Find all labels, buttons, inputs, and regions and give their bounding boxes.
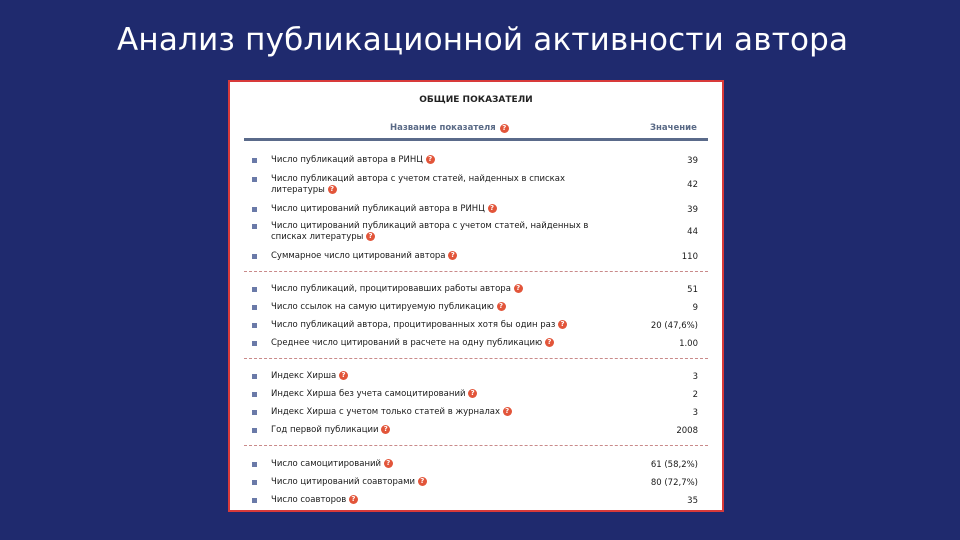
column-header-name: [390, 123, 509, 133]
indicator-label: Число цитирований соавторами: [271, 477, 416, 487]
help-icon[interactable]: ?: [349, 495, 358, 504]
indicator-label: Индекс Хирша без учета самоцитирований: [271, 389, 466, 399]
indicator-value: 9: [692, 302, 698, 313]
bullet-icon: [252, 254, 257, 259]
indicator-value: 80 (72,7%): [650, 477, 698, 488]
indicator-value: 20 (47,6%): [650, 320, 698, 331]
header-divider: [244, 138, 708, 141]
help-icon[interactable]: ?: [384, 459, 393, 468]
help-icon[interactable]: ?: [500, 124, 509, 133]
bullet-icon: [252, 392, 257, 397]
indicator-value: 61 (58,2%): [650, 459, 698, 470]
indicator-value: 35: [687, 495, 698, 506]
indicator-value: 44: [687, 227, 698, 237]
indicator-label: Число цитирований публикаций автора в РИНЦ: [271, 204, 485, 214]
group-divider: [244, 445, 708, 446]
section-title: ОБЩИЕ ПОКАЗАТЕЛИ: [419, 95, 533, 105]
help-icon[interactable]: ?: [468, 389, 477, 398]
bullet-icon: [252, 462, 257, 467]
help-icon[interactable]: ?: [558, 320, 567, 329]
help-icon[interactable]: ?: [426, 155, 435, 164]
indicator-value: 51: [687, 284, 698, 295]
bullet-icon: [252, 410, 257, 415]
indicator-value: 3: [692, 371, 698, 382]
indicator-label: Число ссылок на самую цитируемую публикацию: [271, 302, 494, 312]
list-item: [252, 320, 702, 331]
column-header-name-label: Название показателя: [390, 123, 496, 133]
list-item: [252, 338, 702, 349]
bullet-icon: [252, 323, 257, 328]
slide-title: Анализ публикационной активности автора: [117, 22, 849, 58]
indicator-label: Число соавторов: [271, 495, 347, 505]
bullet-icon: [252, 158, 257, 163]
list-item: [252, 221, 702, 243]
bullet-icon: [252, 374, 257, 379]
bullet-icon: [252, 177, 257, 182]
list-item: [252, 371, 702, 382]
list-item: [252, 251, 702, 262]
indicator-label: Индекс Хирша: [271, 371, 337, 381]
indicator-label: Среднее число цитирований в расчете на одну публикацию: [271, 338, 543, 348]
list-item: [252, 389, 702, 400]
help-icon[interactable]: ?: [418, 477, 427, 486]
indicator-value: 39: [687, 155, 698, 166]
indicator-label: Число публикаций автора, процитированных хотя бы один раз: [271, 320, 556, 330]
list-item: [252, 284, 702, 295]
bullet-icon: [252, 341, 257, 346]
indicator-label: Число публикаций автора в РИНЦ: [271, 155, 423, 165]
bullet-icon: [252, 498, 257, 503]
list-item: [252, 495, 702, 506]
indicator-value: 39: [687, 204, 698, 215]
list-item: [252, 459, 702, 470]
help-icon[interactable]: ?: [448, 251, 457, 260]
list-item: [252, 302, 702, 313]
help-icon[interactable]: ?: [497, 302, 506, 311]
indicator-label: Число публикаций автора с учетом статей, найденных в списках литературы: [271, 174, 566, 195]
help-icon[interactable]: ?: [381, 425, 390, 434]
bullet-icon: [252, 480, 257, 485]
indicator-label: Число цитирований публикаций автора с учетом статей, найденных в списках литературы: [271, 221, 589, 242]
indicator-label: Год первой публикации: [271, 425, 379, 435]
indicator-label: Число публикаций, процитировавших работы автора: [271, 284, 511, 294]
help-icon[interactable]: ?: [366, 232, 375, 241]
group-divider: [244, 271, 708, 272]
indicator-label: Суммарное число цитирований автора: [271, 251, 446, 261]
list-item: [252, 155, 702, 166]
list-item: [252, 174, 702, 196]
list-item: [252, 204, 702, 215]
indicator-value: 3: [692, 407, 698, 418]
help-icon[interactable]: ?: [545, 338, 554, 347]
indicator-value: 2008: [676, 425, 698, 436]
indicator-value: 2: [692, 389, 698, 400]
column-header-value: Значение: [650, 123, 697, 133]
help-icon[interactable]: ?: [339, 371, 348, 380]
bullet-icon: [252, 207, 257, 212]
help-icon[interactable]: ?: [503, 407, 512, 416]
list-item: [252, 477, 702, 488]
indicator-label: Число самоцитирований: [271, 459, 382, 469]
bullet-icon: [252, 428, 257, 433]
group-divider: [244, 358, 708, 359]
bullet-icon: [252, 287, 257, 292]
bullet-icon: [252, 224, 257, 229]
list-item: [252, 407, 702, 418]
indicator-value: 1.00: [679, 338, 698, 349]
indicator-value: 42: [687, 180, 698, 190]
indicator-label: Индекс Хирша с учетом только статей в журналах: [271, 407, 500, 417]
indicators-panel: [228, 80, 724, 512]
help-icon[interactable]: ?: [328, 185, 337, 194]
help-icon[interactable]: ?: [514, 284, 523, 293]
bullet-icon: [252, 305, 257, 310]
help-icon[interactable]: ?: [488, 204, 497, 213]
list-item: [252, 425, 702, 436]
indicator-value: 110: [681, 251, 698, 262]
